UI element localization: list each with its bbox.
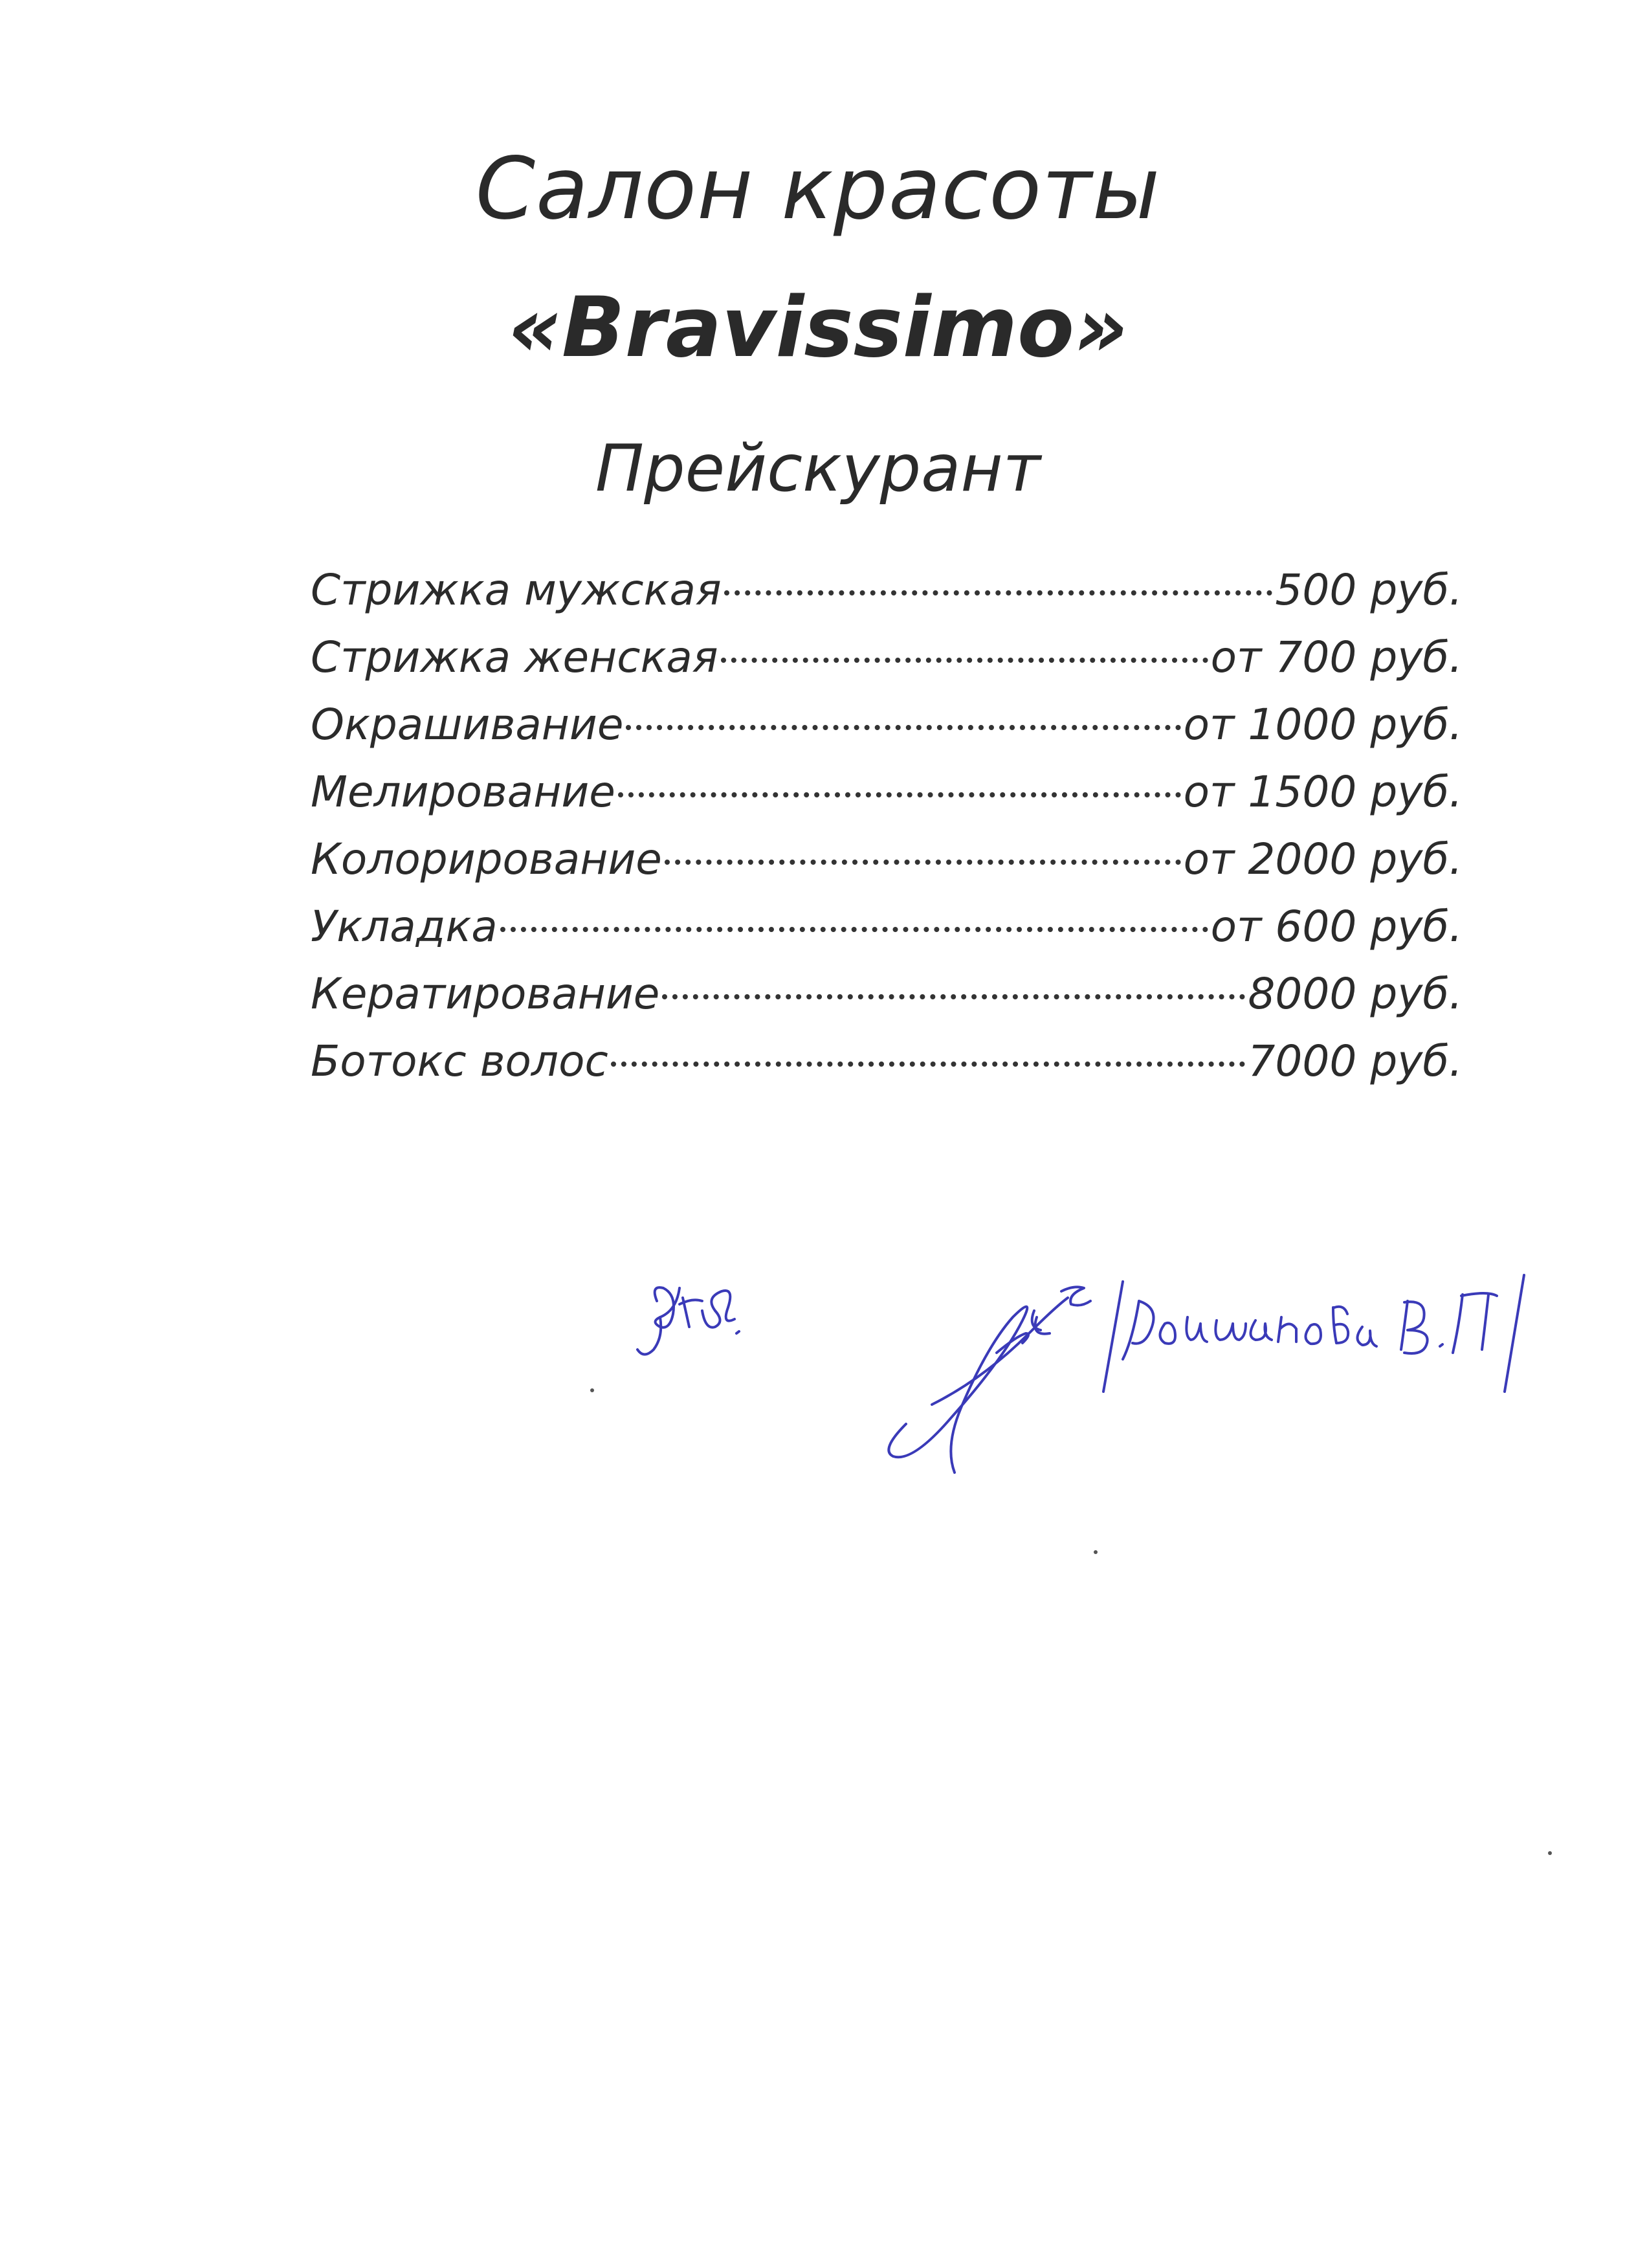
service-name: Ботокс волос [311,1036,608,1086]
service-name: Колорирование [311,834,662,884]
paper-speck [590,1388,594,1392]
dot-leader [618,750,1181,797]
dot-leader [721,615,1208,663]
price-list [311,557,1463,1095]
service-price: 7000 руб. [1248,1036,1463,1086]
price-row [311,557,1463,624]
salon-name: «Bravissimo» [507,280,1129,376]
service-price: от 2000 руб. [1183,834,1463,884]
price-row [311,1028,1463,1095]
price-row [311,826,1463,893]
dot-leader [500,884,1208,932]
price-row [311,759,1463,826]
document-heading: Прейскурант [595,430,1041,506]
handwritten-approval-signature [569,1256,1579,1528]
dot-leader [626,682,1180,730]
service-price: от 1000 руб. [1183,700,1463,750]
service-price: от 600 руб. [1210,902,1463,951]
price-row [311,961,1463,1028]
dot-leader [611,1019,1246,1067]
service-price: 8000 руб. [1248,969,1463,1019]
dot-leader [724,548,1273,595]
service-name: Мелирование [311,767,615,817]
salon-title: Салон красоты [475,139,1161,239]
service-name: Укладка [311,902,498,951]
service-name: Стрижка мужская [311,565,722,615]
price-row [311,691,1463,759]
service-name: Окрашивание [311,700,624,750]
dot-leader [665,817,1181,865]
price-row [311,893,1463,961]
service-name: Стрижка женская [311,632,718,682]
service-price: от 1500 руб. [1183,767,1463,817]
paper-speck [1094,1550,1098,1554]
paper-speck [1548,1851,1552,1855]
price-row [311,624,1463,691]
service-name: Кератирование [311,969,660,1019]
dot-leader [662,951,1245,999]
signature-image [569,1256,1579,1528]
service-price: 500 руб. [1275,565,1463,615]
service-price: от 700 руб. [1210,632,1463,682]
